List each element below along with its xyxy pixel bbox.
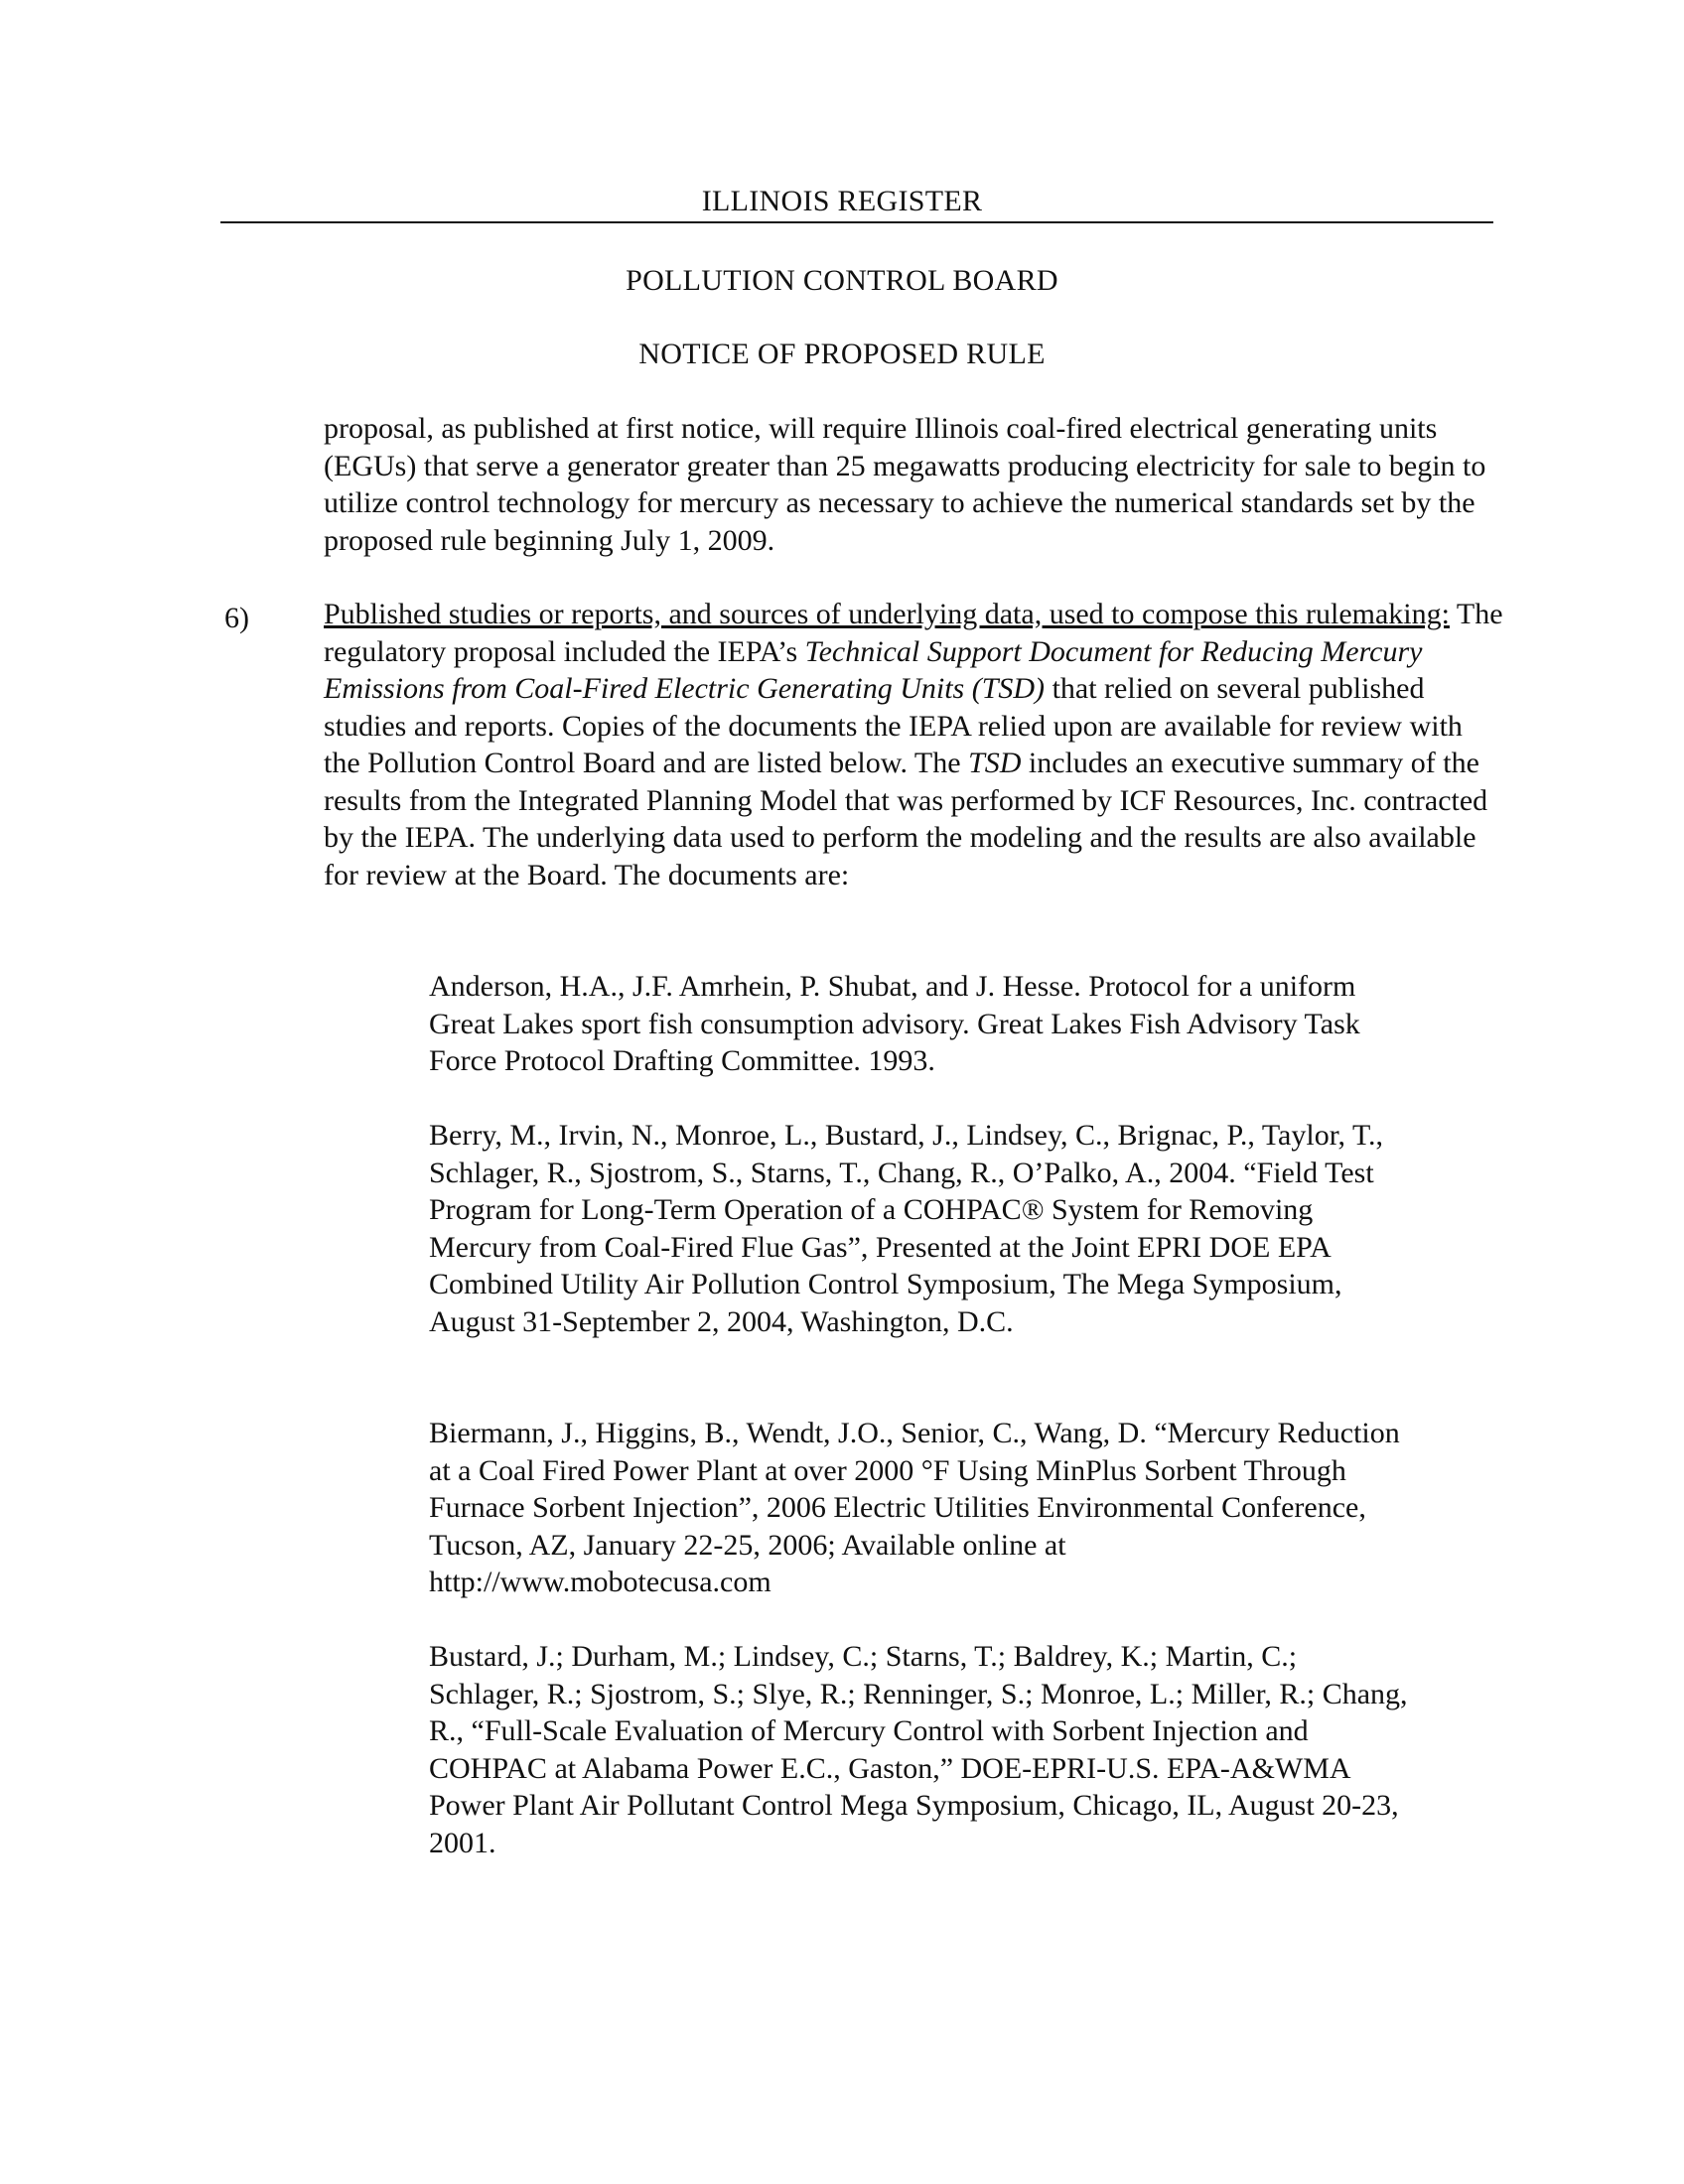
- notice-title: NOTICE OF PROPOSED RULE: [638, 338, 1046, 370]
- tsd-title: Technical Support Document for Reducing Mercury Emissions from Coal-Fired Electric Generating Units (TSD): [324, 634, 1423, 705]
- reference-bustard: Bustard, J.; Durham, M.; Lindsey, C.; Starns, T.; Baldrey, K.; Martin, C.; Schlager, R.; Sjostrom, S.; Slye, R.; Renninger, S.; Monroe, L.; Miller, R.; Chang, R., “Full-Scale Evaluation of Mercury Control with Sorbent Injection and COHPAC at Alabama Power E.C., Gaston,” DOE-EPRI-U.S. EPA-A&WMA Power Plant Air Pollutant Control Mega Symposium, Chicago, IL, August 20-23, 2001.: [429, 1640, 1408, 1859]
- section-6-paragraph: [324, 596, 1505, 893]
- reference-berry: Berry, M., Irvin, N., Monroe, L., Bustard, J., Lindsey, C., Brignac, P., Taylor, T., Schlager, R., Sjostrom, S., Starns, T., Chang, R., O’Palko, A., 2004. “Field Test Program for Long-Term Operation of a COHPAC® System for Removing Mercury from Coal-Fired Flue Gas”, Presented at the Joint EPRI DOE EPA Combined Utility Air Pollution Control Symposium, The Mega Symposium, August 31-September 2, 2004, Washington, D.C.: [429, 1119, 1384, 1338]
- section-text-b: that relied on several published studies and reports. Copies of the documents the IEPA relied upon are available for review with the Pollution Control Board and are listed below. The: [324, 672, 1463, 779]
- agency-title: POLLUTION CONTROL BOARD: [626, 264, 1058, 297]
- section-text-a: The regulatory proposal included the IEPA’s: [324, 598, 1503, 668]
- intro-paragraph: proposal, as published at first notice, will require Illinois coal-fired electrical generating units (EGUs) that serve a generator greater than 25 megawatts producing electricity for sale to begin to utilize control technology for mercury as necessary to achieve the numerical standards set by the proposed rule beginning July 1, 2009.: [324, 412, 1486, 557]
- tsd-abbreviation: TSD: [968, 747, 1022, 779]
- reference-biermann: Biermann, J., Higgins, B., Wendt, J.O., Senior, C., Wang, D. “Mercury Reduction at a Coal Fired Power Plant at over 2000 °F Using MinPlus Sorbent Through Furnace Sorbent Injection”, 2006 Electric Utilities Environmental Conference, Tucson, AZ, January 22-25, 2006; Available online at http://www.mobotecusa.com: [429, 1417, 1400, 1598]
- section-heading: Published studies or reports, and sources of underlying data, used to compose this rulemaking:: [324, 598, 1450, 630]
- section-number: 6): [224, 602, 249, 634]
- register-title: ILLINOIS REGISTER: [701, 185, 983, 217]
- reference-anderson: Anderson, H.A., J.F. Amrhein, P. Shubat, and J. Hesse. Protocol for a uniform Great Lakes sport fish consumption advisory. Great Lakes Fish Advisory Task Force Protocol Drafting Committee. 1993.: [429, 970, 1360, 1077]
- header-rule: [220, 221, 1493, 223]
- section-text-c: includes an executive summary of the results from the Integrated Planning Model that was performed by ICF Resources, Inc. contracted by the IEPA. The underlying data used to perform the modeling and the results are also available for review at the Board. The documents are:: [324, 747, 1488, 891]
